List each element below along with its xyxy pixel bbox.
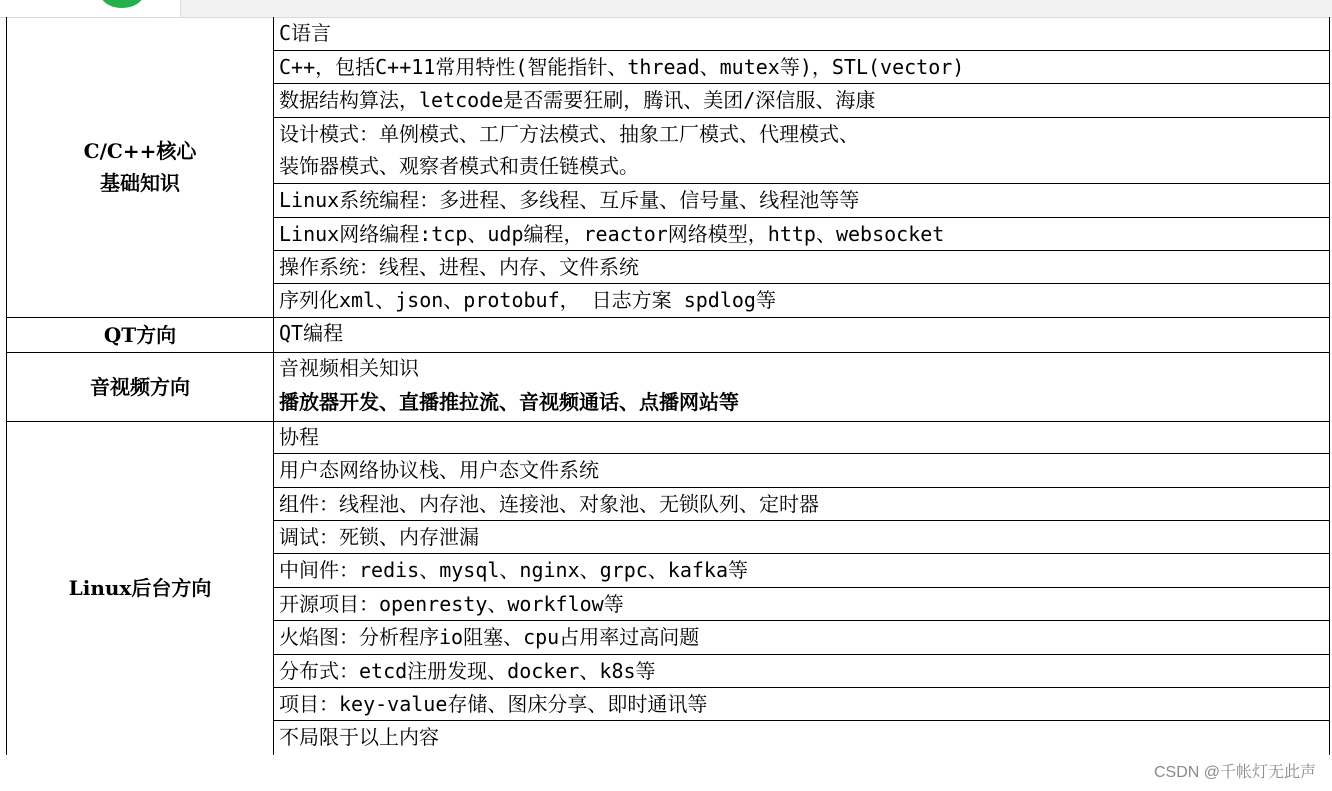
- category-cell: QT方向: [7, 317, 274, 352]
- table-row: 项目：key-value存储、图床分享、即时通讯等: [274, 688, 1329, 721]
- knowledge-table: [6, 17, 1330, 755]
- csdn-watermark: CSDN @千帐灯无此声: [1153, 764, 1316, 781]
- table-row: 不局限于以上内容: [279, 725, 439, 749]
- table-row: 协程: [274, 421, 1329, 454]
- topic-rows: [274, 317, 1329, 352]
- topic-rows: [274, 421, 1329, 755]
- table-group-cpp: [7, 17, 1329, 318]
- table-row: Linux网络编程:tcp、udp编程，reactor网络模型，http、websocket: [274, 218, 1329, 251]
- table-row: 组件：线程池、内存池、连接池、对象池、无锁队列、定时器: [274, 488, 1329, 521]
- table-row: C++，包括C++11常用特性(智能指针、thread、mutex等)，STL(vector): [274, 51, 1329, 84]
- table-row: 播放器开发、直播推拉流、音视频通话、点播网站等: [279, 390, 739, 414]
- topic-rows: [274, 17, 1329, 317]
- table-group-linux-backend: [7, 421, 1329, 755]
- table-row: 序列化xml、json、protobuf， 日志方案 spdlog等: [279, 288, 776, 312]
- table-row: QT编程: [279, 321, 344, 345]
- table-row: C语言: [274, 17, 1329, 51]
- top-browser-strip: [0, 0, 1332, 18]
- table-row: 操作系统：线程、进程、内存、文件系统: [274, 251, 1329, 284]
- table-row: 设计模式：单例模式、工厂方法模式、抽象工厂模式、代理模式、 装饰器模式、观察者模式和责任链模式。: [274, 118, 1329, 184]
- table-row: 音视频相关知识: [279, 356, 419, 380]
- topic-rows: [274, 352, 1329, 421]
- page-footer: [0, 755, 1332, 791]
- category-cell: C/C++核心 基础知识: [7, 17, 274, 317]
- category-cell: Linux后台方向: [7, 421, 274, 755]
- table-row: 数据结构算法，letcode是否需要狂刷，腾讯、美团/深信服、海康: [274, 84, 1329, 118]
- table-row: 调试：死锁、内存泄漏: [274, 521, 1329, 554]
- table-row: 开源项目：openresty、workflow等: [274, 588, 1329, 621]
- app-logo-icon: [100, 0, 144, 8]
- table-row: 分布式：etcd注册发现、docker、k8s等: [274, 655, 1329, 688]
- table-group-av: [7, 352, 1329, 422]
- category-cell: 音视频方向: [7, 352, 274, 421]
- tab-area: [0, 0, 181, 17]
- table-row: 火焰图：分析程序io阻塞、cpu占用率过高问题: [274, 621, 1329, 655]
- table-row: 中间件：redis、mysql、nginx、grpc、kafka等: [274, 554, 1329, 588]
- table-row: Linux系统编程：多进程、多线程、互斥量、信号量、线程池等等: [274, 184, 1329, 218]
- table-group-qt: [7, 317, 1329, 353]
- table-row: 用户态网络协议栈、用户态文件系统: [274, 454, 1329, 488]
